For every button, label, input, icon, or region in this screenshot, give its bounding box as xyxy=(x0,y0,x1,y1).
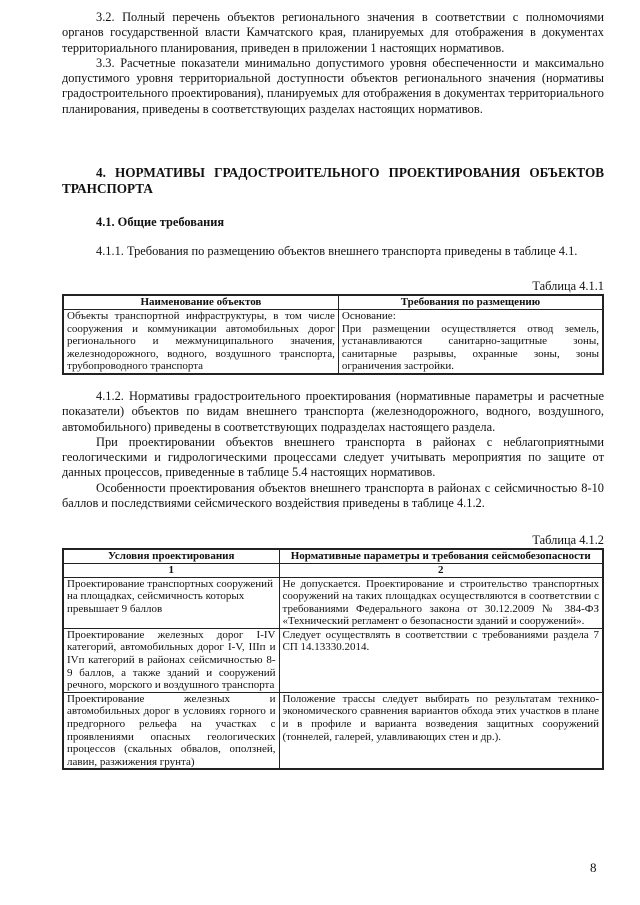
table-cell: Проектирование железных дорог I-IV категорий, автомобильных дорог I-V, IIIп и IVп категорий в районах сейсмичностью 8-9 баллов, а также зданий и сооружений речного, морского и воздушного транспорта xyxy=(63,628,279,692)
section-title: 4. НОРМАТИВЫ ГРАДОСТРОИТЕЛЬНОГО ПРОЕКТИРОВАНИЯ ОБЪЕКТОВ ТРАНСПОРТА xyxy=(62,165,604,197)
table-header-cell: Требования по размещению xyxy=(338,295,603,309)
table-cell xyxy=(338,309,603,373)
paragraph-4-1-2: 4.1.2. Нормативы градостроительного проектирования (нормативные параметры и расчетные показатели) объектов по видам внешнего транспорта (железнодорожного, водного, воздушного, автомобильного) приведены в соответствующих подразделах настоящего раздела. xyxy=(62,388,604,434)
table-row xyxy=(63,577,603,628)
table-cell: Следует осуществлять в соответствии с требованиями раздела 7 СП 14.13330.2014. xyxy=(279,628,603,692)
table-header-row xyxy=(63,295,603,309)
table-row xyxy=(63,628,603,692)
table1-caption: Таблица 4.1.1 xyxy=(532,279,604,294)
table-4-1-2 xyxy=(62,548,604,770)
table-cell-heading: Основание: xyxy=(341,309,396,322)
table-cell: Не допускается. Проектирование и строительство транспортных сооружений на таких площадках осуществляются в соответствии с требованиями Федерального закона от 30.12.2009 № 384-ФЗ «Технический регламент о безопасности зданий и сооружений». xyxy=(279,577,603,628)
table-number-row xyxy=(63,563,603,577)
paragraph-geology: При проектировании объектов внешнего транспорта в районах с неблагоприятными геологическими и гидрологическими процессами следует учитывать мероприятия по защите от данных процессов, приведенные в таблице 5.4 настоящих нормативов. xyxy=(62,434,604,480)
column-number: 2 xyxy=(279,563,603,577)
column-number: 1 xyxy=(63,563,279,577)
table-cell: Проектирование транспортных сооружений на площадках, сейсмичность которых превышает 9 баллов xyxy=(63,577,279,628)
table-cell: Проектирование железных и автомобильных дорог в условиях горного и предгорного рельефа на участках с проявлениями опасных геологических процессов (скальных обвалов, оползней, лавин, разжижения грунта) xyxy=(63,692,279,769)
table-cell-body: При размещении осуществляется отвод земель, устанавливаются санитарно-защитные зоны, санитарные разрывы, охранные зоны, зоны ограничения застройки. xyxy=(341,322,599,373)
table-4-1-1 xyxy=(62,294,604,375)
document-page xyxy=(62,10,604,770)
table-header-cell: Наименование объектов xyxy=(63,295,338,309)
page-number: 8 xyxy=(590,860,597,875)
subsection-title: 4.1. Общие требования xyxy=(96,215,225,230)
paragraph-seismic: Особенности проектирования объектов внешнего транспорта в районах с сейсмичностью 8-10 баллов и последствиями сейсмического воздействия приведены в таблице 4.1.2. xyxy=(62,480,604,511)
paragraph-3-3: 3.3. Расчетные показатели минимально допустимого уровня обеспеченности и максимально допустимого уровня территориальной доступности объектов регионального значения (нормативы градостроительного проектирования), планируемых для отображения в документах территориального планирования, приведены в соответствующих разделах настоящих нормативов. xyxy=(62,55,604,116)
table-row xyxy=(63,692,603,769)
table-cell: Объекты транспортной инфраструктуры, в том числе сооружения и коммуникации автомобильных дорог регионального и межмуниципального значения, железнодорожного, водного, воздушного транспорта, трубопроводного транспорта xyxy=(63,309,338,373)
table-header-row xyxy=(63,549,603,563)
table-header-cell: Нормативные параметры и требования сейсмобезопасности xyxy=(279,549,603,563)
table-row xyxy=(63,309,603,373)
table2-caption: Таблица 4.1.2 xyxy=(532,533,604,548)
table-cell: Положение трассы следует выбирать по результатам технико-экономического сравнения вариантов обхода этих участков в плане и в профиле и варианта возведения защитных сооружений (тоннелей, галерей, улавливающих стен и др.). xyxy=(279,692,603,769)
paragraph-3-2: 3.2. Полный перечень объектов регионального значения в соответствии с полномочиями органов государственной власти Камчатского края, планируемых для отображения в документах территориального планирования, приведен в приложении 1 настоящих нормативов. xyxy=(62,10,604,55)
table-header-cell: Условия проектирования xyxy=(63,549,279,563)
paragraph-4-1-1: 4.1.1. Требования по размещению объектов внешнего транспорта приведены в таблице 4.1. xyxy=(96,244,578,259)
